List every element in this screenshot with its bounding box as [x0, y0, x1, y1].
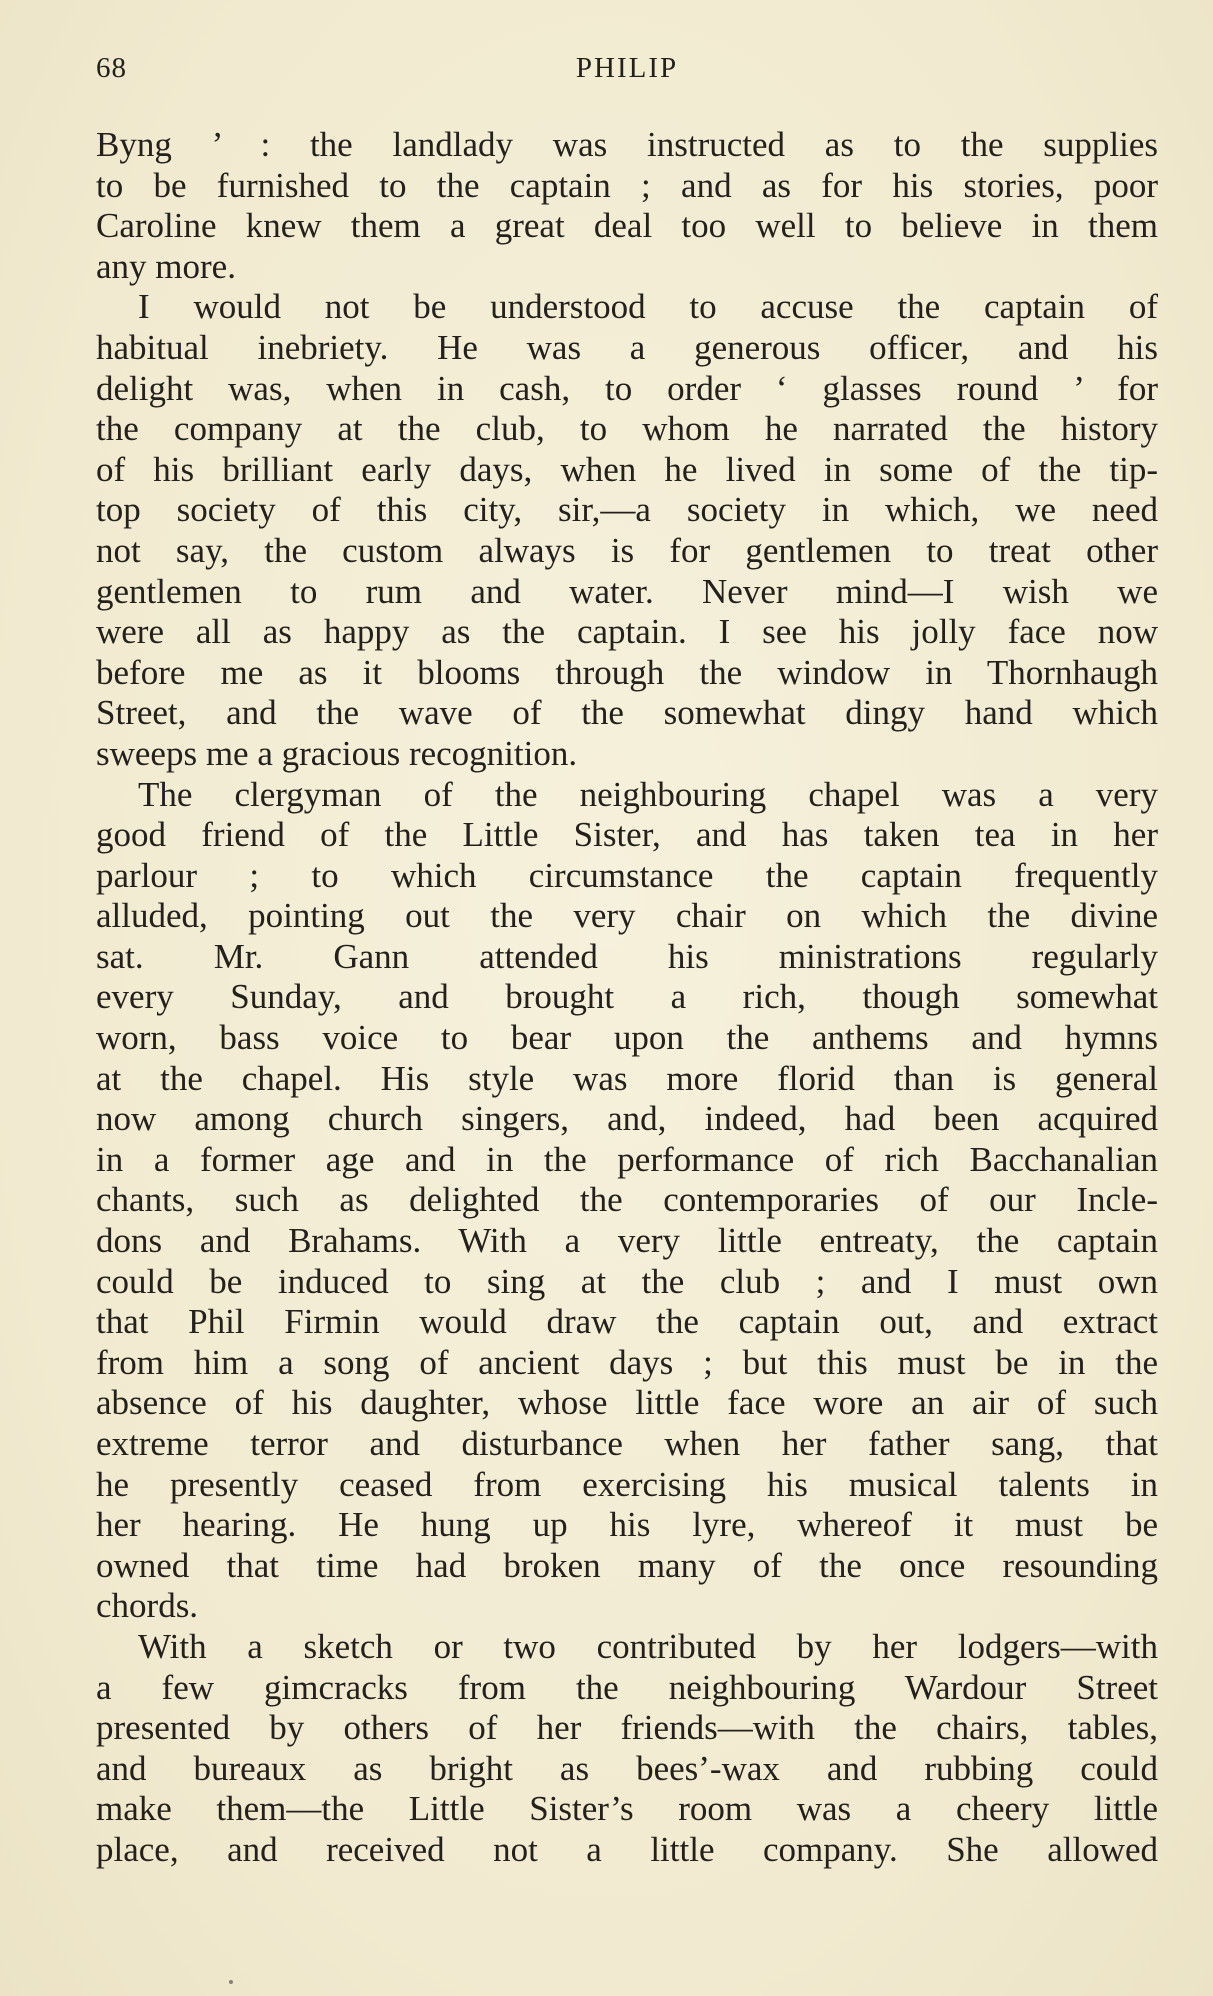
text-line: sweeps me a gracious recognition. [96, 733, 578, 773]
text-line: Street, and the wave of the somewhat dingy hand which [96, 693, 1158, 733]
text-line: alluded, pointing out the very chair on which the divine [96, 896, 1158, 936]
text-line: to be furnished to the captain ; and as for his stories, poor [96, 165, 1158, 205]
text-line: extreme terror and disturbance when her father sang, that [96, 1424, 1158, 1463]
text-line: dons and Brahams. With a very little entreaty, the captain [96, 1221, 1158, 1261]
text-line: gentlemen to rum and water. Never mind—I wish we [96, 571, 1158, 611]
text-line: worn, bass voice to bear upon the anthems and hymns [96, 1018, 1158, 1058]
text-line: not say, the custom always is for gentlemen to treat other [96, 530, 1158, 570]
text-line: the company at the club, to whom he narrated the history [96, 409, 1158, 449]
text-line: a few gimcracks from the neighbouring Wardour Street [96, 1667, 1158, 1707]
text-line: I would not be understood to accuse the captain of [138, 287, 1158, 327]
text-line: her hearing. He hung up his lyre, whereof it must be [96, 1505, 1158, 1545]
text-line: before me as it blooms through the window in Thornhaugh [96, 652, 1158, 692]
text-line: top society of this city, sir,—a society in which, we need [96, 490, 1158, 530]
text-line: could be induced to sing at the club ; and I must own [96, 1261, 1158, 1301]
text-line: The clergyman of the neighbouring chapel was a very [138, 774, 1158, 814]
text-line: Byng ’ : the landlady was instructed as to the supplies [96, 125, 1158, 164]
text-line: owned that time had broken many of the once resounding [96, 1545, 1158, 1585]
text-line: at the chapel. His style was more florid than is general [96, 1058, 1158, 1098]
text-line: Caroline knew them a great deal too well to believe in them [96, 206, 1158, 246]
page-number: 68 [96, 52, 127, 84]
text-line: in a former age and in the performance of rich Bacchanalian [96, 1139, 1158, 1179]
text-line: presented by others of her friends—with the chairs, tables, [96, 1708, 1158, 1748]
text-line: were all as happy as the captain. I see his jolly face now [96, 612, 1158, 652]
text-line: of his brilliant early days, when he lived in some of the tip- [96, 449, 1158, 489]
text-line: chants, such as delighted the contemporaries of our Incle- [96, 1180, 1158, 1220]
text-line: absence of his daughter, whose little face wore an air of such [96, 1383, 1158, 1423]
page-header [96, 52, 1158, 96]
text-line: good friend of the Little Sister, and has taken tea in her [96, 815, 1158, 855]
text-line: and bureaux as bright as bees’-wax and rubbing could [96, 1748, 1158, 1788]
text-line: that Phil Firmin would draw the captain out, and extract [96, 1302, 1158, 1342]
text-line: sat. Mr. Gann attended his ministrations regularly [96, 936, 1158, 976]
text-line: now among church singers, and, indeed, had been acquired [96, 1099, 1158, 1139]
text-line: make them—the Little Sister’s room was a cheery little [96, 1789, 1158, 1829]
text-line: delight was, when in cash, to order ‘ glasses round ’ for [96, 368, 1158, 408]
text-line: he presently ceased from exercising his musical talents in [96, 1464, 1158, 1504]
text-line: parlour ; to which circumstance the captain frequently [96, 855, 1158, 895]
text-line: chords. [96, 1586, 199, 1626]
text-line: habitual inebriety. He was a generous officer, and his [96, 327, 1158, 367]
text-line: With a sketch or two contributed by her lodgers—with [138, 1626, 1158, 1666]
text-line: any more. [96, 246, 236, 286]
text-line: from him a song of ancient days ; but this must be in the [96, 1342, 1158, 1382]
text-line: every Sunday, and brought a rich, though somewhat [96, 977, 1158, 1017]
running-title: PHILIP [575, 52, 679, 84]
paper-speck [229, 1980, 233, 1984]
body-text [96, 125, 1158, 1871]
text-line: place, and received not a little company. She allowed [96, 1829, 1158, 1869]
